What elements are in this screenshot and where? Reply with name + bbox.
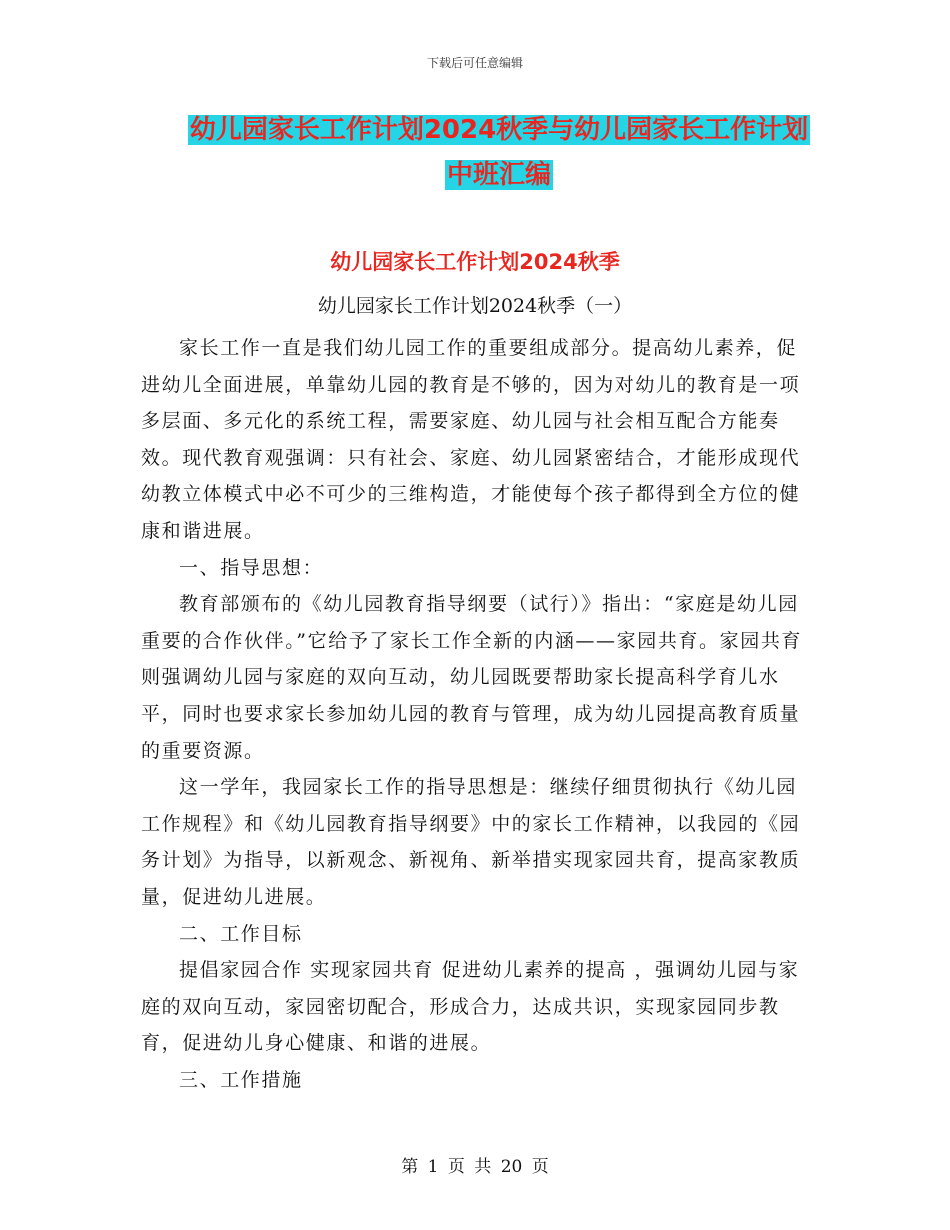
- paragraph-intro: 家长工作一直是我们幼儿园工作的重要组成部分。提高幼儿素养，促进幼儿全面进展，单靠幼儿园的教育是不够的，因为对幼儿的教育是一项多层面、多元化的系统工程，需要家庭、幼儿园与社会相互配合方能奏效。现代教育观强调：只有社会、家庭、幼儿园紧密结合，才能形成现代幼教立体模式中必不可少的三维构造，才能使每个孩子都得到全方位的健康和谐进展。: [141, 337, 801, 542]
- section-heading: 幼儿园家长工作计划2024秋季（一）: [317, 295, 633, 317]
- paragraph-guiding-ideology: 这一学年，我园家长工作的指导思想是：继续仔细贯彻执行《幼儿园工作规程》和《幼儿园教育指导纲要》中的家长工作精神，以我园的《园务计划》为指导，以新观念、新视角、新举措实现家园共育，提高家教质量，促进幼儿进展。: [141, 776, 801, 908]
- document-main-title: [140, 108, 858, 198]
- main-title-line-1: 幼儿园家长工作计划2024秋季与幼儿园家长工作计划: [189, 115, 809, 145]
- heading-guiding-ideology: 一、指导思想：: [179, 556, 324, 579]
- main-title-line-2: 中班汇编: [446, 160, 551, 190]
- header-note: 下载后可任意编辑: [426, 56, 523, 70]
- document-subtitle: 幼儿园家长工作计划2024秋季: [330, 250, 620, 274]
- paragraph-guidelines: 教育部颁布的《幼儿园教育指导纲要（试行）》指出：“家庭是幼儿园重要的合作伙伴。”它给予了家长工作全新的内涵——家园共育。家园共育则强调幼儿园与家庭的双向互动，幼儿园既要帮助家长提高科学育儿水平，同时也要求家长参加幼儿园的教育与管理，成为幼儿园提高教育质量的重要资源。: [141, 593, 803, 762]
- heading-work-goals: 二、工作目标: [179, 922, 303, 945]
- document-body: [141, 330, 811, 1098]
- paragraph-work-goals: 提倡家园合作 实现家园共育 促进幼儿素养的提高 ，强调幼儿园与家庭的双向互动，家园密切配合，形成合力，达成共识，实现家园同步教育，促进幼儿身心健康、和谐的进展。: [141, 959, 800, 1055]
- page-number: 第 1 页 共 20 页: [401, 1157, 549, 1177]
- heading-work-measures: 三、工作措施: [179, 1068, 303, 1091]
